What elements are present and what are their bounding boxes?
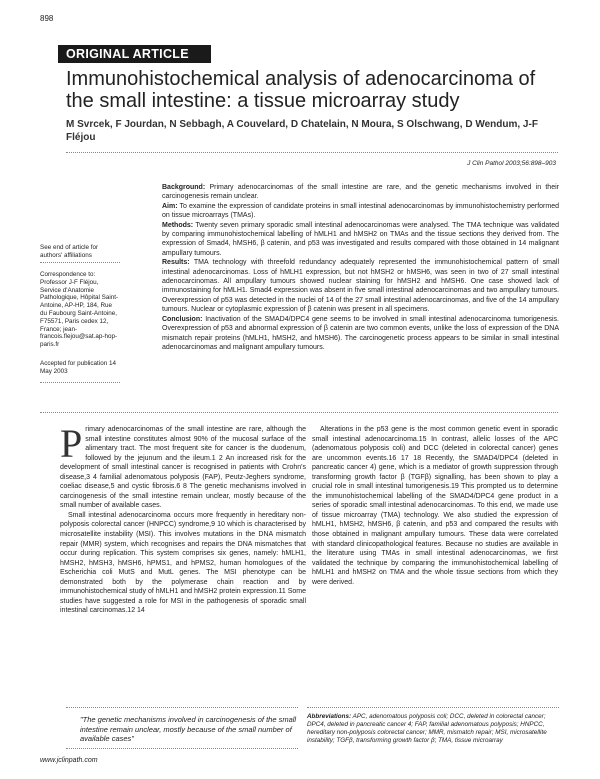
abbrev-divider: [307, 707, 559, 708]
abstract-conclusion: Inactivation of the SMAD4/DPC4 gene seems to be involved in small intestinal adenocarcinoma tumorigenesis. Overexpression of p53 and abnormal expression of β catenin are two common events, unlike the loss of expression of the DNA mismatch repair proteins (hMLH1, hMSH2, and hMSH6). The carcinogenetic process appears to be similar in small intestinal adenocarcinomas and malignant ampullary tumours.: [162, 315, 559, 351]
divider: [66, 152, 558, 153]
abstract-methods: Twenty seven primary sporadic small intestinal adenocarcinomas were analysed. The TMA technique was validated by comparing immunohistochemical labelling of hMLH1 and hMSH2 on TMAs and the tissue sections they derived from. The expression of Smad4, hMSH6, β catenin, and p53 was investigated and results compared with those obtained in 14 malignant ampullary tumours.: [162, 221, 560, 257]
quote-divider: [66, 707, 298, 708]
divider: [40, 412, 558, 413]
article-title: Immunohistochemical analysis of adenocarcinoma of the small intestine: a tissue microarray study: [66, 68, 536, 112]
accepted-text: Accepted for publication 14 May 2003: [40, 360, 116, 375]
abstract-results: TMA technology with threefold redundancy adequately represented the immunohistochemical pattern of small intestinal adenocarcinomas. Loss of hMLH1 expression, but not hMSH2 or hMSH6, was seen in two of 27 small intestinal adenocarcinomas. All ampullary tumours showed nuclear staining for hMSH2 and hMSH6. One case showed lack of immunostaining for hMLH1. Smad4 expression was absent in five small intestinal adenocarcinomas and two ampullary tumours. Overexpression of p53 was detected in the nuclei of 14 of the 27 small intestinal adenocarcinomas, and five of the 14 ampullary tumours. Nuclear or cytoplasmic expression of β catenin was present in all specimens.: [162, 259, 559, 314]
correspondence-text: Correspondence to: Professor J-F Fléjou, Service d'Anatomie Pathologique, Hôpital Saint-Antoine, AP-HP, 184, Rue du Faubourg Saint-Antoine, F75571, Paris cedex 12, France; jean-francois.flejou@sat.ap-hop-paris.fr: [40, 271, 119, 349]
abstract-results-label: Results:: [162, 259, 190, 267]
abbreviations-text: APC, adenomatous polyposis coli; DCC, deleted in colorectal cancer; DPC4, deleted in pancreatic cancer 4; FAP, familial adenomatous polyposis; HNPCC, hereditary non-polyposis colorectal cancer; MMR, mismatch repair; MSI, microsatellite instability; TGFβ, transforming growth factor β; TMA, tissue microarray: [307, 713, 547, 744]
pull-quote: "The genetic mechanisms involved in carcinogenesis of the small intestine remain unclear, mostly because of the small number of available cases": [80, 715, 297, 744]
page-number: 898: [40, 14, 54, 23]
abstract-methods-label: Methods:: [162, 221, 194, 229]
abbreviations-label: Abbreviations:: [307, 713, 352, 720]
body-paragraph: Small intestinal adenocarcinoma occurs more frequently in hereditary non-polyposis colorectal cancer (HNPCC) syndrome,9 10 which is characterised by microsatellite instability (MSI). This involves mutations in the DNA mismatch repair (MMR) system, which recognises and repairs the DNA mismatches that occur during replication. This system comprises six genes, namely: hMLH1, hMSH2, hMSH3, hMSH6, hPMS1, and hPMS2, human homologues of the Escherichia coli MutS and MutL genes. The MSI phenotype can be demonstrated both by the polymerase chain reaction and by immunohistochemical study of hMLH1 and hMSH2 protein expression.11 Some studies have suggested a role for MSI in the pathogenesis of sporadic small intestinal carcinomas.12 14: [60, 511, 306, 615]
abstract-aim: To examine the expression of candidate proteins in small intestinal adenocarcinomas by immunohistochemistry performed on tissue microarrays (TMAs).: [162, 202, 559, 220]
journal-website: www.jclinpath.com: [40, 757, 98, 764]
abstract: [162, 183, 559, 352]
abstract-aim-label: Aim:: [162, 202, 178, 210]
body-paragraph: rimary adenocarcinomas of the small intestine are rare, although the small intestine constitutes almost 90% of the mucosal surface of the alimentary tract. The most frequent site for cancer is the duodenum, followed by the jejunum and the ileum.1 2 An increased risk for the development of small intestinal cancer is recognised in patients with Crohn's disease,3 4 familial adenomatous polyposis (FAP), Peutz-Jeghers syndrome, coeliac disease,5 and cystic fibrosis.6 8 The genetic mechanisms involved in carcinogenesis of the small intestine remain unclear, mostly because of the small number of available cases.: [60, 426, 306, 510]
abstract-conclusion-label: Conclusion:: [162, 315, 203, 323]
section-label: ORIGINAL ARTICLE: [58, 45, 211, 63]
see-end-text: See end of article for authors' affiliations: [40, 244, 99, 259]
body-paragraph: Alterations in the p53 gene is the most common genetic event in sporadic small intestinal adenocarcinoma.15 In contrast, allelic losses of the APC (adenomatous polyposis coli) and DCC (deleted in colorectal cancer) genes are uncommon events.16 17 18 Recently, the SMAD4/DPC4 (deleted in pancreatic cancer 4) gene, which is a mediator of growth suppression through transforming growth factor β (TGFβ) signalling, has been shown to play a crucial role in small intestinal tumorigenesis.19 This prompted us to determine the immunohistochemical labelling of the SMAD4/DPC4 gene product in a series of sporadic small intestinal adenocarcinomas. To this end, we made use of tissue microarray (TMA) technology. We also studied the expression of hMLH1, hMSH2, hMSH6, β catenin, and p53 and compared the results with those obtained in malignant ampullary tumours. These data were correlated with standard clinicopathological features. Because no studies are available in the literature using TMAs in small intestinal adenocarcinomas, we first validated the technique by comparing the immunohistochemical labelling of hMLH1 and hMSH2 on TMA and the whole tissue sections from which they were derived.: [312, 426, 558, 586]
author-list: M Svrcek, F Jourdan, N Sebbagh, A Couvelard, D Chatelain, N Moura, S Olschwang, D Wendum, J-F Fléjou: [66, 119, 538, 143]
body-left-column: [60, 421, 306, 616]
abstract-background-label: Background:: [162, 184, 206, 191]
sidebar-divider: [40, 262, 120, 263]
abbreviations-box: [307, 713, 559, 745]
abstract-background: Primary adenocarcinomas of the small intestine are rare, and the genetic mechanisms involved in their carcinogenesis remain unclear.: [162, 184, 559, 201]
body-right-column: [312, 425, 558, 587]
journal-citation: J Clin Pathol 2003;56:898–903: [467, 160, 556, 167]
quote-divider: [66, 748, 298, 749]
correspondence-note: [40, 271, 120, 349]
accepted-note: [40, 360, 120, 376]
sidebar-divider: [40, 382, 120, 383]
drop-cap: P: [60, 421, 83, 466]
see-end-note: [40, 244, 120, 260]
